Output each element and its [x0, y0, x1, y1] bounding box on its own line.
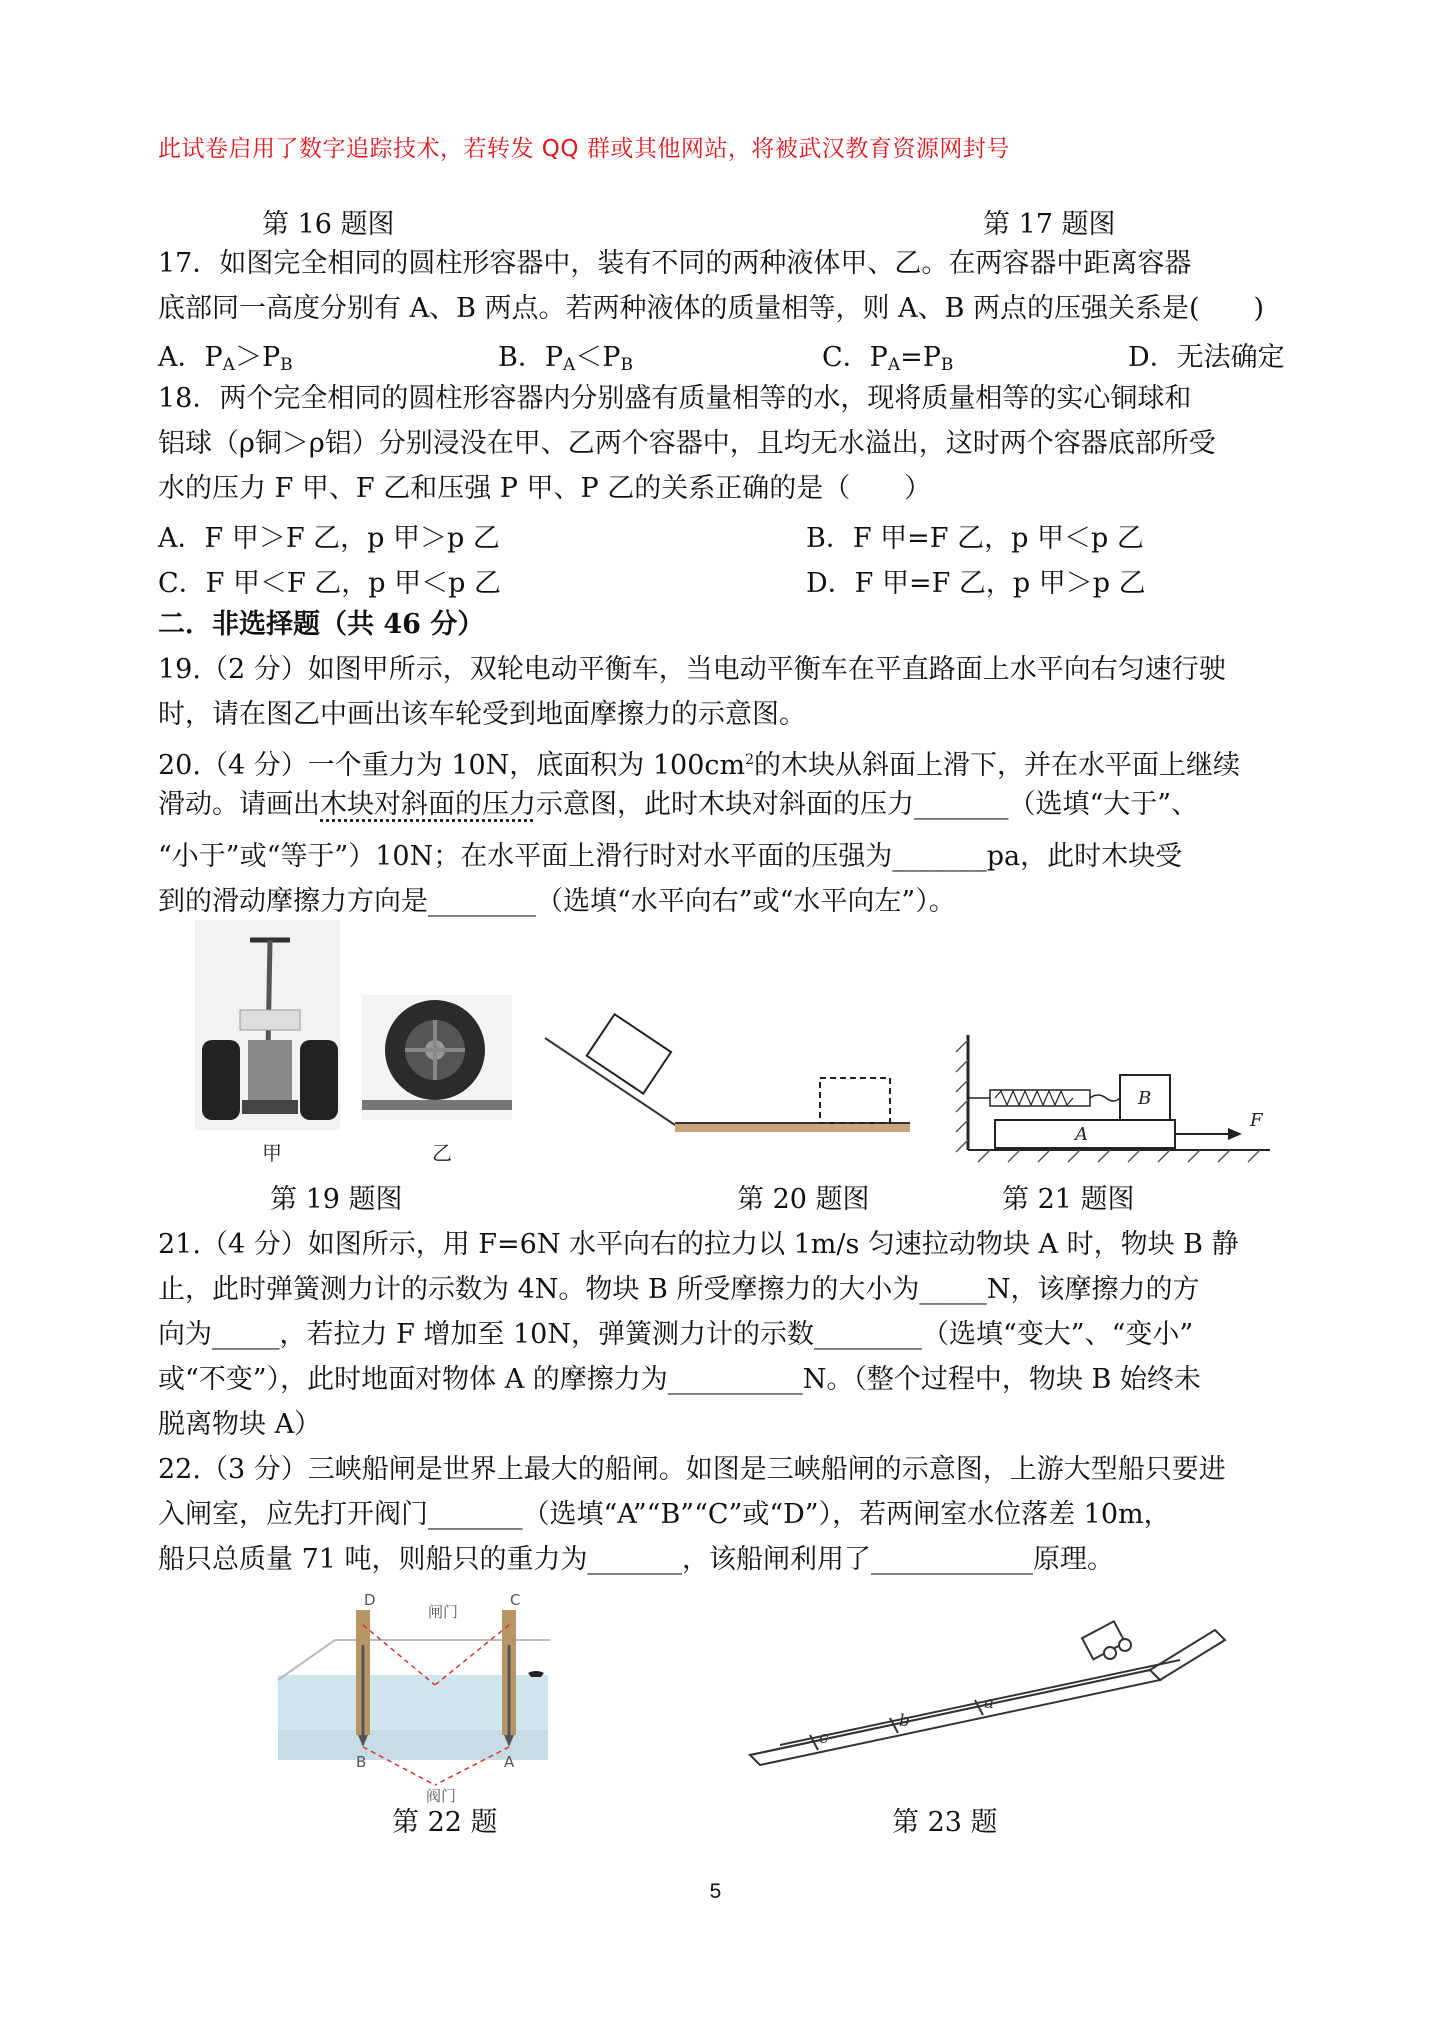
caption-fig21: 第 21 题图: [1002, 1184, 1135, 1215]
caption-fig22: 第 22 题: [392, 1807, 498, 1838]
caption-fig16: 第 16 题图: [262, 209, 395, 240]
label-block-b: B: [1138, 1088, 1152, 1109]
q20-line2: 滑动。请画出木块对斜面的压力示意图，此时木块对斜面的压力_______（选填“大于”、: [158, 789, 1199, 820]
q19-line1: 19.（2 分）如图甲所示，双轮电动平衡车，当电动平衡车在平直路面上水平向右匀速行驶: [158, 654, 1226, 685]
caption-fig17: 第 17 题图: [983, 209, 1116, 240]
label-mark-a: a: [984, 1693, 995, 1713]
caption-fig19: 第 19 题图: [270, 1184, 403, 1215]
q20-line1: 20.（4 分）一个重力为 10N，底面积为 $100cm^2$的木块从斜面上滑下，并在水平面上继续: [158, 750, 1241, 781]
page-number: 5: [709, 1880, 722, 1903]
q17-option-d: D．无法确定: [1128, 342, 1285, 373]
q21-line3: 向为_____，若拉力 F 增加至 10N，弹簧测力计的示数________（选填“变大”、“变小”: [158, 1319, 1194, 1350]
label-gate: 闸门: [428, 1603, 459, 1621]
q22-line3: 船只总质量 71 吨，则船只的重力为_______，该船闸利用了____________原理。: [158, 1544, 1115, 1575]
q18-line3: 水的压力 F 甲、F 乙和压强 P 甲、P 乙的关系正确的是（ ）: [158, 473, 932, 504]
q21-line2: 止，此时弹簧测力计的示数为 4N。物块 B 所受摩擦力的大小为_____N，该摩擦力的方: [158, 1274, 1200, 1305]
label-d: D: [364, 1591, 376, 1609]
q19-line2: 时，请在图乙中画出该车轮受到地面摩擦力的示意图。: [158, 699, 806, 730]
q18-option-d: D．F 甲=F 乙，p 甲＞p 乙: [806, 568, 1146, 599]
q18-option-b: B．F 甲=F 乙，p 甲＜p 乙: [806, 523, 1144, 554]
wheel-image: [362, 995, 512, 1120]
q17-option-b: B．$P_A<P_B$: [498, 342, 633, 375]
label-yi: 乙: [432, 1141, 452, 1165]
label-valve: 阀门: [426, 1787, 457, 1805]
spring-scale-diagram: [956, 1035, 1270, 1162]
label-a: A: [504, 1753, 515, 1771]
slope-diagram: [545, 1014, 910, 1132]
label-mark-c: c: [819, 1728, 829, 1748]
balance-scooter-image: [195, 920, 340, 1130]
q17-line1: 17．如图完全相同的圆柱形容器中，装有不同的两种液体甲、乙。在两容器中距离容器: [158, 248, 1192, 279]
q21-line5: 脱离物块 A）: [158, 1409, 322, 1440]
q17-option-a: A．$P_A>P_B$: [158, 342, 293, 375]
q17-option-c: C．$P_A=P_B$: [822, 342, 954, 375]
q20-emphasis: 木块对斜面的压力: [320, 789, 536, 820]
caption-fig23: 第 23 题: [892, 1807, 998, 1838]
q18-line2: 铝球（ρ铜＞ρ铝）分别浸没在甲、乙两个容器中，且均无水溢出，这时两个容器底部所受: [158, 428, 1216, 459]
caption-fig20: 第 20 题图: [737, 1184, 870, 1215]
q21-line4: 或“不变”），此时地面对物体 A 的摩擦力为__________N。（整个过程中，物块 B 始终未: [158, 1364, 1201, 1395]
q17-line2: 底部同一高度分别有 A、B 两点。若两种液体的质量相等，则 A、B 两点的压强关系是( ): [158, 293, 1265, 324]
label-force-f: F: [1250, 1110, 1263, 1131]
label-b: B: [356, 1753, 367, 1771]
section-heading: 二．非选择题（共 46 分）: [158, 609, 485, 640]
tracking-warning: 此试卷启用了数字追踪技术，若转发 QQ 群或其他网站，将被武汉教育资源网封号: [158, 136, 1010, 162]
q18-line1: 18．两个完全相同的圆柱形容器内分别盛有质量相等的水，现将质量相等的实心铜球和: [158, 383, 1192, 414]
figure-row-19-21: [150, 920, 1290, 1180]
q20-line3: “小于”或“等于”）10N；在水平面上滑行时对水平面的压强为_______pa，此时木块受: [158, 841, 1183, 872]
q20-line4: 到的滑动摩擦力方向是________（选填“水平向右”或“水平向左”）。: [158, 886, 956, 917]
label-jia: 甲: [262, 1141, 282, 1165]
q21-line1: 21.（4 分）如图所示，用 F=6N 水平向右的拉力以 1m/s 匀速拉动物块 A 时，物块 B 静: [158, 1229, 1239, 1260]
q18-option-c: C．F 甲＜F 乙，p 甲＜p 乙: [158, 568, 502, 599]
figure-row-22-23: [150, 1585, 1290, 1805]
q22-line2: 入闸室，应先打开阀门_______（选填“A”“B”“C”或“D”），若两闸室水位落差 10m，: [158, 1499, 1171, 1530]
label-c: C: [510, 1591, 521, 1609]
q22-line1: 22.（3 分）三峡船闸是世界上最大的船闸。如图是三峡船闸的示意图，上游大型船只要进: [158, 1454, 1226, 1485]
q18-option-a: A．F 甲＞F 乙，p 甲＞p 乙: [158, 523, 500, 554]
label-mark-b: b: [899, 1711, 910, 1731]
label-block-a: A: [1075, 1124, 1088, 1145]
